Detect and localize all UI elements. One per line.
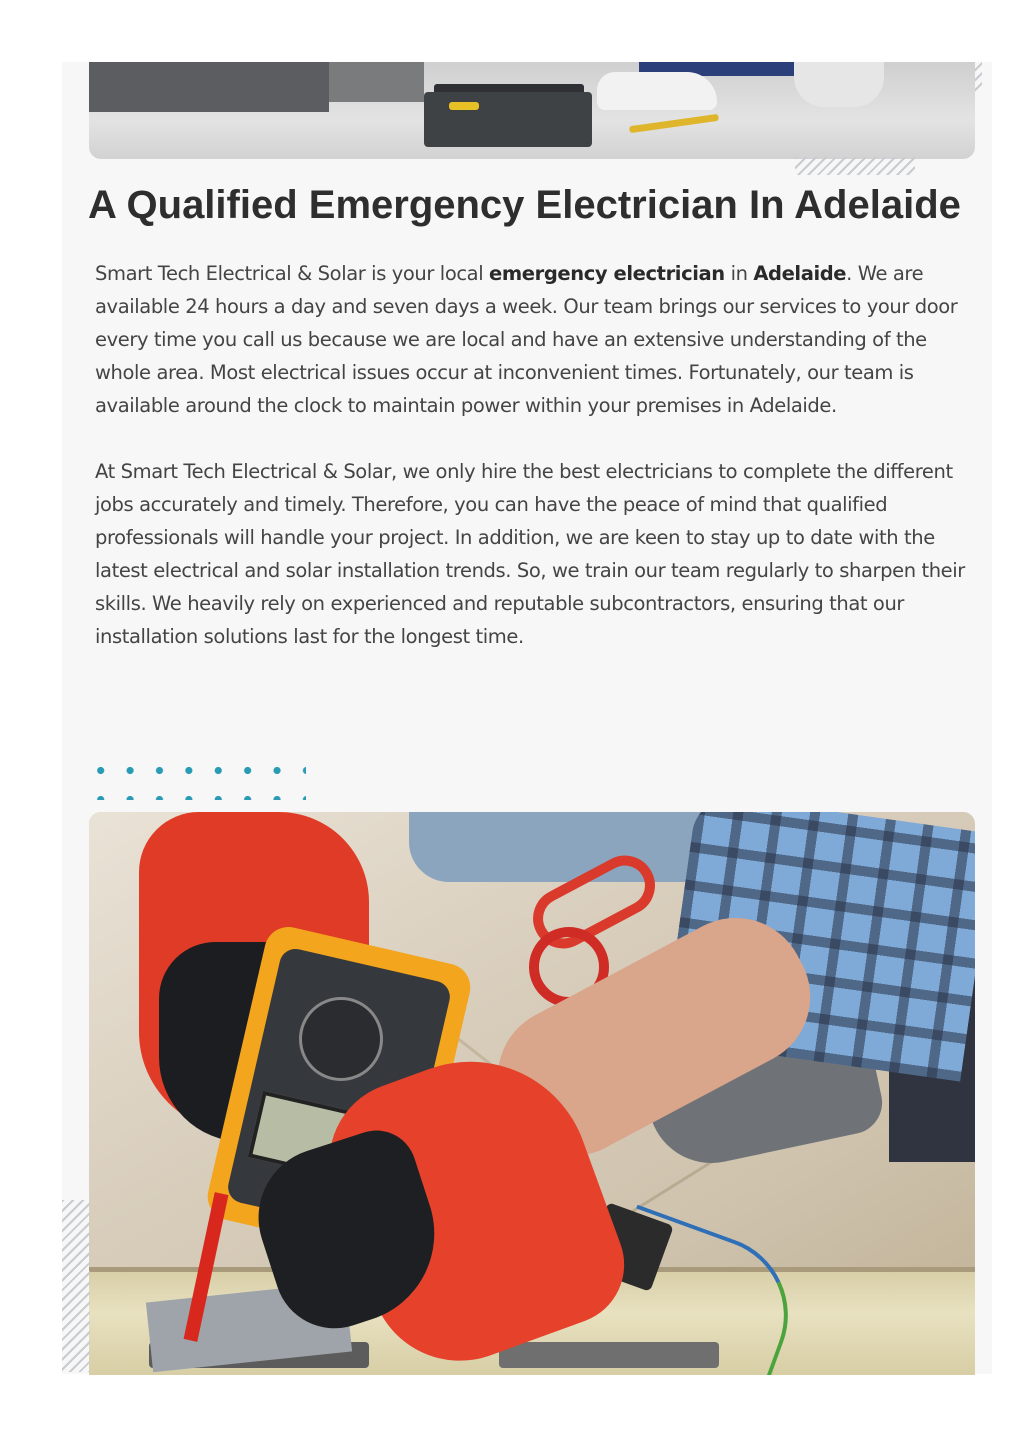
decorative-hatch xyxy=(795,157,915,175)
intro-paragraph xyxy=(95,257,975,422)
page-title: A Qualified Emergency Electrician In Adelaide xyxy=(88,183,961,227)
text-run: in xyxy=(724,262,754,285)
tool-bag-shape xyxy=(424,92,592,147)
keyword-emergency-electrician: emergency electrician xyxy=(489,262,725,285)
photo-shape xyxy=(89,62,329,112)
team-paragraph: At Smart Tech Electrical & Solar, we only hire the best electricians to complete the different jobs accurately and timely. Therefore, you can have the peace of mind that qualified professionals will handle your project. In addition, we are keen to stay up to date with the latest electrical and solar installation trends. So, we train our team regularly to sharpen their skills. We heavily rely on experienced and reputable subcontractors, ensuring that our installation solutions last for the longest time. xyxy=(95,460,965,648)
photo-shape xyxy=(794,62,884,107)
photo-shape xyxy=(597,72,717,110)
photo-shape xyxy=(329,62,424,102)
decorative-hatch xyxy=(62,1200,90,1372)
decorative-dots xyxy=(86,756,306,800)
photo-shape xyxy=(299,997,383,1081)
text-run: Smart Tech Electrical & Solar is your local xyxy=(95,262,490,285)
electrician-tools-photo xyxy=(89,62,975,159)
text-run: . We are available 24 hours a day and seven days a week. Our team brings our services to your door every time you call us because we are local and have an extensive understanding of the whole area. Most electrical issues occur at inconvenient times. Fortunately, our team is available around the clock to maintain power within your premises in Adelaide. xyxy=(95,262,958,417)
photo-shape xyxy=(449,102,479,110)
keyword-adelaide: Adelaide xyxy=(753,262,847,285)
screwdriver-shape xyxy=(629,114,719,133)
electrician-multimeter-photo xyxy=(89,812,975,1375)
